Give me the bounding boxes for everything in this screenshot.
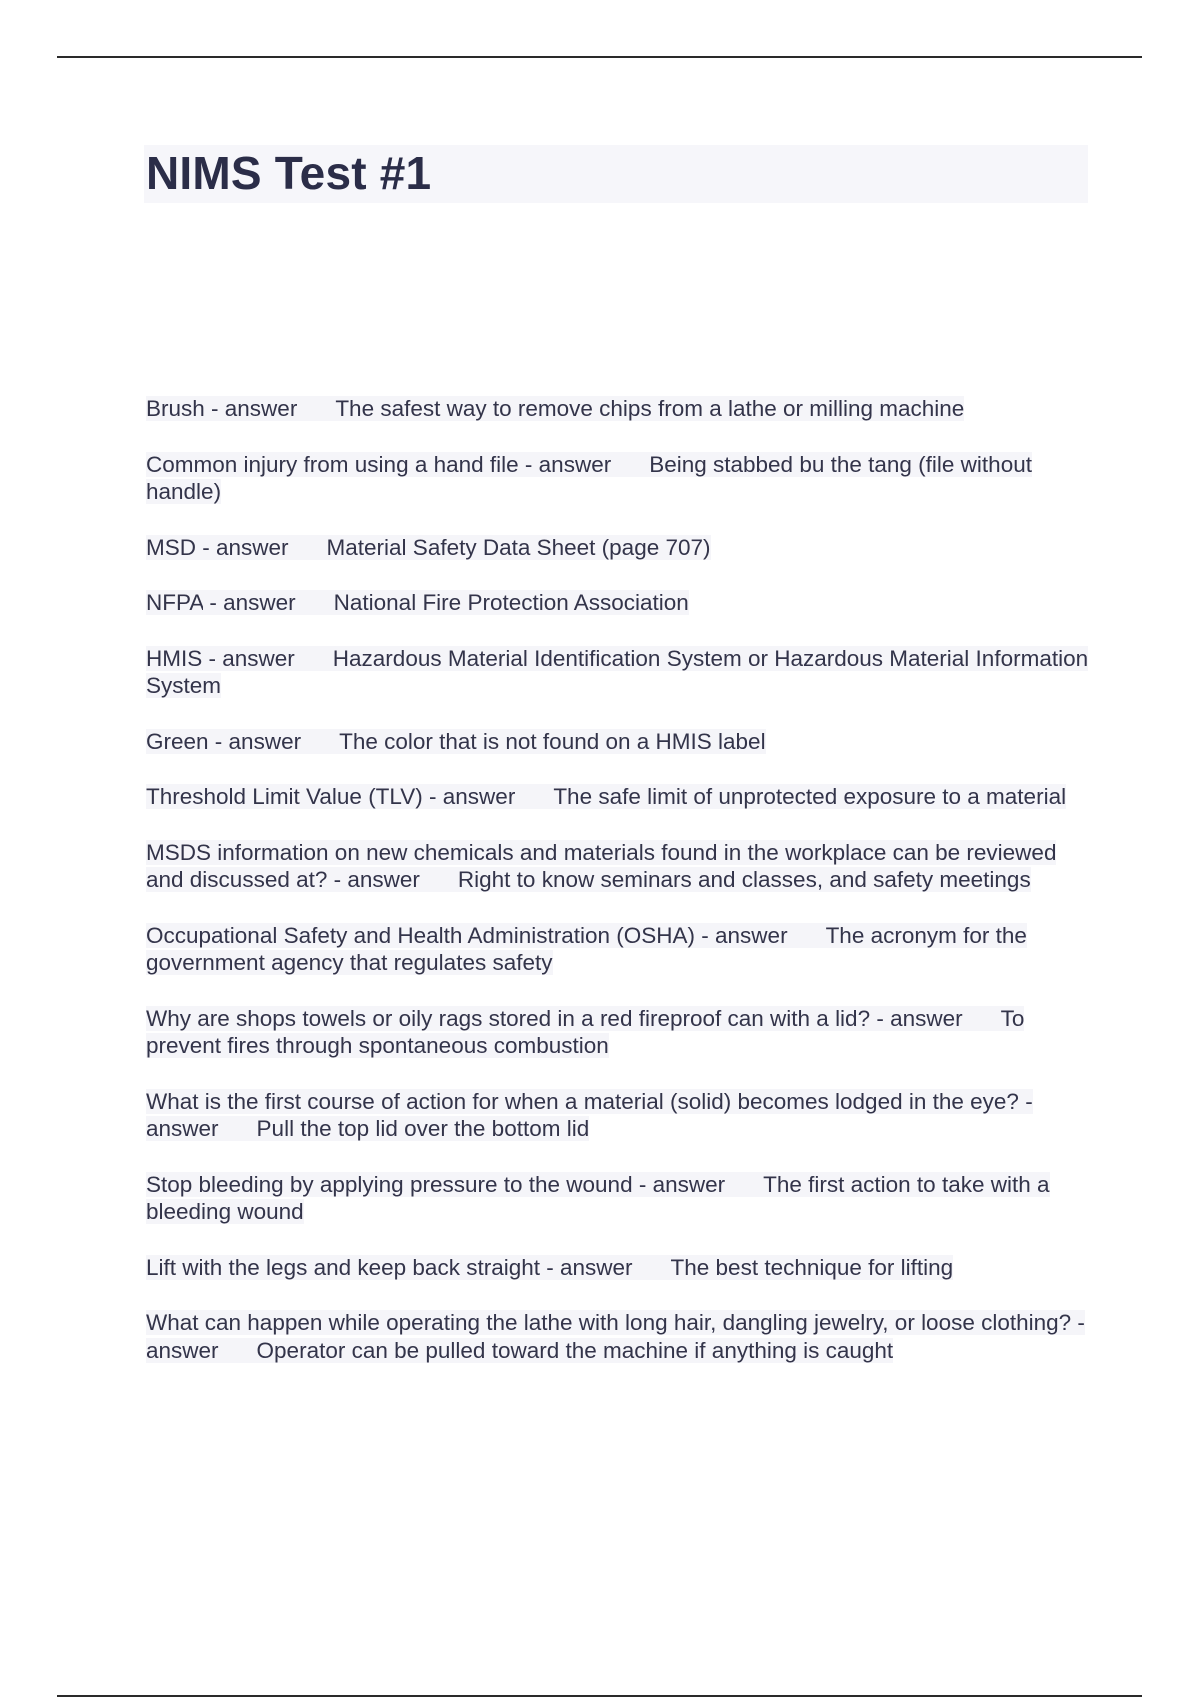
qa-separator: - answer: [208, 728, 302, 754]
qa-term: Why are shops towels or oily rags stored in a red fireproof can with a lid?: [146, 1005, 871, 1031]
qa-separator: - answer: [695, 922, 788, 948]
qa-term: Lift with the legs and keep back straight: [146, 1254, 540, 1280]
qa-term: What can happen while operating the lathe with long hair, dangling jewelry, or loose clothing?: [146, 1310, 1072, 1335]
qa-answer: To prevent fires through spontaneous combustion: [146, 1005, 1025, 1058]
qa-item: [146, 1254, 1096, 1282]
qa-separator: - answer: [204, 396, 298, 421]
qa-item: [146, 839, 1096, 894]
qa-answer: Being stabbed bu the tang (file without handle): [146, 451, 1032, 504]
qa-separator: - answer: [539, 1254, 633, 1280]
qa-item: [146, 395, 1096, 423]
qa-answer: Material Safety Data Sheet (page 707): [326, 534, 711, 560]
qa-separator: - answer: [327, 867, 420, 892]
qa-item: [146, 1005, 1096, 1060]
qa-item: [146, 589, 1096, 617]
qa-answer: The best technique for lifting: [670, 1254, 954, 1280]
qa-answer: The safest way to remove chips from a lathe or milling machine: [335, 396, 965, 421]
qa-term: Common injury from using a hand file: [146, 451, 519, 477]
qa-term: What is the first course of action for when a material (solid) becomes lodged in the eye?: [146, 1088, 1019, 1114]
qa-term: Occupational Safety and Health Administration (OSHA): [146, 922, 696, 948]
qa-term: Brush: [146, 396, 205, 421]
qa-item: [146, 645, 1096, 700]
qa-list: [146, 395, 1096, 1392]
header-rule: [57, 56, 1142, 58]
qa-answer: The first action to take with a bleeding wound: [146, 1171, 1050, 1224]
qa-separator: - answer: [202, 645, 295, 671]
qa-answer: Hazardous Material Identification System or Hazardous Material Information System: [146, 645, 1089, 698]
qa-term: MSD: [146, 534, 196, 560]
page-title: NIMS Test #1: [146, 147, 432, 199]
qa-item: [146, 728, 1096, 756]
qa-term: HMIS: [146, 645, 203, 671]
qa-answer: National Fire Protection Association: [333, 590, 689, 615]
qa-separator: - answer: [196, 534, 289, 560]
qa-term: Stop bleeding by applying pressure to the wound: [146, 1171, 633, 1197]
qa-item: [146, 922, 1096, 977]
qa-answer: The acronym for the government agency that regulates safety: [146, 922, 1027, 975]
qa-term: Threshold Limit Value (TLV): [146, 784, 423, 809]
qa-answer: Operator can be pulled toward the machine if anything is caught: [256, 1337, 894, 1363]
qa-item: [146, 534, 1096, 562]
qa-separator: - answer: [203, 590, 296, 615]
qa-answer: The color that is not found on a HMIS label: [339, 728, 766, 754]
qa-separator: - answer: [632, 1171, 726, 1197]
qa-item: [146, 1309, 1096, 1364]
qa-answer: Pull the top lid over the bottom lid: [256, 1116, 590, 1141]
qa-item: [146, 783, 1096, 811]
qa-separator: - answer: [146, 1310, 1085, 1363]
qa-item: [146, 451, 1096, 506]
footer-rule: [57, 1695, 1142, 1697]
qa-term: NFPA: [146, 590, 204, 615]
qa-separator: - answer: [146, 1088, 1033, 1141]
qa-separator: - answer: [422, 784, 516, 809]
qa-separator: - answer: [518, 451, 612, 477]
qa-separator: - answer: [870, 1005, 963, 1031]
qa-term: MSDS information on new chemicals and materials found in the workplace can be reviewed and discussed at?: [146, 839, 1057, 892]
qa-answer: The safe limit of unprotected exposure to a material: [553, 784, 1067, 809]
qa-answer: Right to know seminars and classes, and safety meetings: [457, 867, 1031, 892]
qa-item: [146, 1088, 1096, 1143]
qa-item: [146, 1171, 1096, 1226]
qa-term: Green: [146, 728, 209, 754]
